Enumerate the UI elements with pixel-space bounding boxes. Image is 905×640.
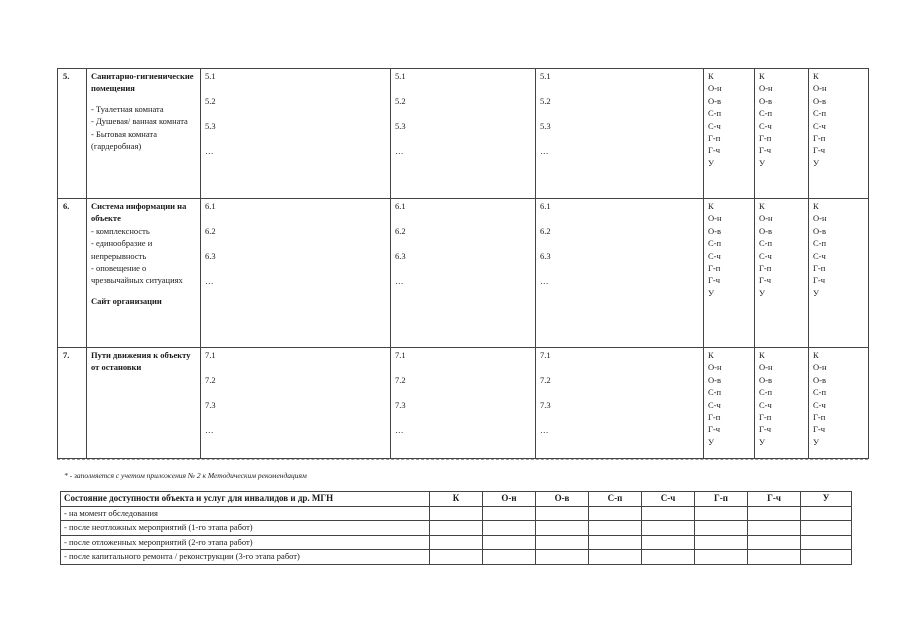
grade-code: К [708,201,714,211]
grade-code: Г-п [813,133,826,144]
grade-code: О-н [708,83,722,94]
grade-code: Г-п [759,263,772,274]
code-cell [391,348,536,459]
row-number: 7. [58,348,87,459]
grade-code: О-н [759,213,773,224]
row-subitem: - Бытовая комната (гардеробная) [91,128,157,152]
state-row-label: - после капитального ремонта / реконструкции (3-го этапа работ) [61,550,430,565]
state-column-header: Г-п [695,492,748,507]
grade-code: О-н [708,362,722,373]
grade-code: К [708,350,714,360]
state-column-header: Г-ч [748,492,801,507]
grade-code: С-п [759,108,773,119]
row-subitem: - единообразие и непрерывность [91,238,153,261]
item-code: 7.2 [395,375,406,385]
grade-code: Г-ч [813,145,826,156]
state-value-cell[interactable] [536,535,589,550]
row-subitem: - оповещение о чрезвычайных ситуациях [91,263,183,286]
item-code: 6.1 [540,201,551,211]
code-cell [536,199,704,348]
item-code: 5.3 [205,121,216,131]
item-code: 7.1 [205,350,216,360]
table-row [58,69,869,199]
grade-code: К [759,71,765,81]
state-value-cell[interactable] [430,521,483,536]
spacer [91,95,196,103]
state-value-cell[interactable] [589,506,642,521]
row-title: Система информации на объекте [91,201,187,224]
item-code: … [395,276,404,286]
item-code: 6.3 [205,251,216,261]
code-cell [201,69,391,199]
code-cell [536,69,704,199]
grade-code: О-в [708,225,721,236]
item-code: 5.2 [395,96,406,106]
table-row [58,348,869,459]
grade-code: Г-ч [759,145,772,156]
table-row [58,199,869,348]
item-code: … [395,425,404,435]
grade-code: С-ч [708,250,721,261]
grade-code: С-ч [813,120,826,131]
grade-code: У [759,157,766,168]
grade-code: К [813,201,819,211]
item-code: … [205,146,214,156]
state-value-cell[interactable] [695,506,748,521]
state-row [61,550,852,565]
item-code: 6.3 [395,251,406,261]
code-cell [536,348,704,459]
grade-code: О-в [708,374,721,385]
item-code: 5.2 [205,96,216,106]
state-value-cell[interactable] [642,550,695,565]
state-value-cell[interactable] [748,535,801,550]
grade-code: К [708,71,714,81]
grade-code: К [759,350,765,360]
grade-code: С-п [708,387,722,398]
item-code: … [205,276,214,286]
state-table [60,491,852,565]
grade-code: Г-п [708,263,721,274]
item-code: 7.1 [395,350,406,360]
state-row-label: - после неотложных мероприятий (1-го этапа работ) [61,521,430,536]
row-subitem: - комплексность [91,225,150,236]
grade-code: Г-п [708,133,721,144]
state-column-header: О-н [483,492,536,507]
item-code: … [540,146,549,156]
state-value-cell[interactable] [483,550,536,565]
grade-code: С-п [708,238,722,249]
state-value-cell[interactable] [589,521,642,536]
row-subitem: - Душевая/ ванная комната [91,116,188,127]
item-code: 6.2 [540,226,551,236]
state-value-cell[interactable] [695,535,748,550]
item-code: … [540,425,549,435]
grade-code: С-п [813,238,827,249]
state-row [61,535,852,550]
row-title-cell [87,199,201,348]
grade-cell [755,69,809,199]
state-value-cell[interactable] [589,550,642,565]
grade-code: С-п [813,387,827,398]
grade-code: У [759,287,766,298]
row-number: 5. [58,69,87,199]
grade-code: С-ч [708,399,721,410]
grade-code: С-ч [813,250,826,261]
row-title: Санитарно-гигиенические помещения [91,71,194,94]
grade-code: С-п [813,108,827,119]
item-code: 6.2 [205,226,216,236]
grade-code: О-в [708,95,721,106]
state-value-cell[interactable] [748,550,801,565]
item-code: 5.2 [540,96,551,106]
grade-cell [809,348,869,459]
state-value-cell[interactable] [642,521,695,536]
state-table-header: Состояние доступности объекта и услуг для инвалидов и др. МГН [61,492,430,507]
grade-code: О-в [813,374,826,385]
grade-code: О-н [708,213,722,224]
grade-code: С-п [708,108,722,119]
state-value-cell[interactable] [801,521,852,536]
grade-code: К [813,350,819,360]
state-value-cell[interactable] [695,550,748,565]
row-subitem: - Туалетная комната [91,103,164,114]
grade-code: Г-ч [708,275,721,286]
row-title-cell [87,69,201,199]
grade-code: У [813,157,820,168]
grade-code: Г-п [708,412,721,423]
state-value-cell[interactable] [695,521,748,536]
grade-code: О-в [759,95,772,106]
grade-code: Г-ч [708,424,721,435]
state-value-cell[interactable] [642,535,695,550]
item-code: 5.3 [540,121,551,131]
grade-cell [704,348,755,459]
grade-cell [809,69,869,199]
row-title: Пути движения к объекту от остановки [91,350,191,373]
item-code: 5.1 [395,71,406,81]
state-value-cell[interactable] [536,506,589,521]
grade-code: У [813,436,820,447]
grade-code: Г-ч [708,145,721,156]
grade-code: Г-п [813,263,826,274]
grade-code: С-ч [759,399,772,410]
grade-code: О-в [759,374,772,385]
state-value-cell[interactable] [430,535,483,550]
state-value-cell[interactable] [430,506,483,521]
item-code: … [395,146,404,156]
item-code: 6.1 [205,201,216,211]
item-code: 5.1 [540,71,551,81]
state-value-cell[interactable] [483,535,536,550]
grade-code: К [759,201,765,211]
state-row [61,506,852,521]
grade-code: О-н [813,362,827,373]
state-value-cell[interactable] [536,550,589,565]
row-extra-label: Сайт организации [91,295,162,306]
state-column-header: О-в [536,492,589,507]
state-value-cell[interactable] [483,506,536,521]
item-code: 7.3 [540,400,551,410]
code-cell [201,348,391,459]
state-value-cell[interactable] [536,521,589,536]
item-code: 7.2 [205,375,216,385]
item-code: 7.1 [540,350,551,360]
state-row [61,521,852,536]
state-value-cell[interactable] [748,521,801,536]
row-title-cell [87,348,201,459]
grade-cell [704,199,755,348]
state-column-header: С-ч [642,492,695,507]
grade-code: О-н [759,83,773,94]
state-value-cell[interactable] [483,521,536,536]
grade-code: О-н [813,213,827,224]
item-code: 6.2 [395,226,406,236]
grade-code: Г-п [813,412,826,423]
item-code: 7.3 [395,400,406,410]
state-column-header: У [801,492,852,507]
grade-code: С-ч [813,399,826,410]
state-row-label: - на момент обследования [61,506,430,521]
item-code: 7.3 [205,400,216,410]
grade-code: Г-ч [813,424,826,435]
state-column-header: С-п [589,492,642,507]
grade-code: О-в [759,225,772,236]
grade-code: У [708,436,715,447]
code-cell [391,199,536,348]
item-code: … [540,276,549,286]
grade-cell [755,199,809,348]
state-column-header: К [430,492,483,507]
grade-code: Г-п [759,412,772,423]
item-code: 5.3 [395,121,406,131]
grade-code: С-ч [759,250,772,261]
row-number: 6. [58,199,87,348]
grade-code: Г-ч [759,275,772,286]
item-code: 6.3 [540,251,551,261]
grade-code: О-в [813,95,826,106]
grade-code: У [708,157,715,168]
grade-code: О-н [759,362,773,373]
grade-code: О-в [813,225,826,236]
code-cell [391,69,536,199]
grade-code: С-ч [759,120,772,131]
state-value-cell[interactable] [801,506,852,521]
grade-code: С-п [759,387,773,398]
item-code: 7.2 [540,375,551,385]
grade-code: У [708,287,715,298]
grade-cell [755,348,809,459]
state-value-cell[interactable] [589,535,642,550]
footnote: * - заполняется с учетом приложения № 2 к Методическим рекомендациям [64,471,307,480]
item-code: 5.1 [205,71,216,81]
state-value-cell[interactable] [801,535,852,550]
grade-code: Г-ч [813,275,826,286]
grade-cell [809,199,869,348]
grade-code: К [813,71,819,81]
state-value-cell[interactable] [748,506,801,521]
grade-code: У [759,436,766,447]
grade-code: У [813,287,820,298]
code-cell [201,199,391,348]
separator-line [57,459,868,460]
item-code: … [205,425,214,435]
grade-code: С-п [759,238,773,249]
grade-code: О-н [813,83,827,94]
state-row-label: - после отложенных мероприятий (2-го этапа работ) [61,535,430,550]
state-value-cell[interactable] [642,506,695,521]
grade-code: Г-ч [759,424,772,435]
grade-code: С-ч [708,120,721,131]
grade-code: Г-п [759,133,772,144]
state-value-cell[interactable] [801,550,852,565]
item-code: 6.1 [395,201,406,211]
accessibility-table [57,68,869,459]
state-value-cell[interactable] [430,550,483,565]
grade-cell [704,69,755,199]
